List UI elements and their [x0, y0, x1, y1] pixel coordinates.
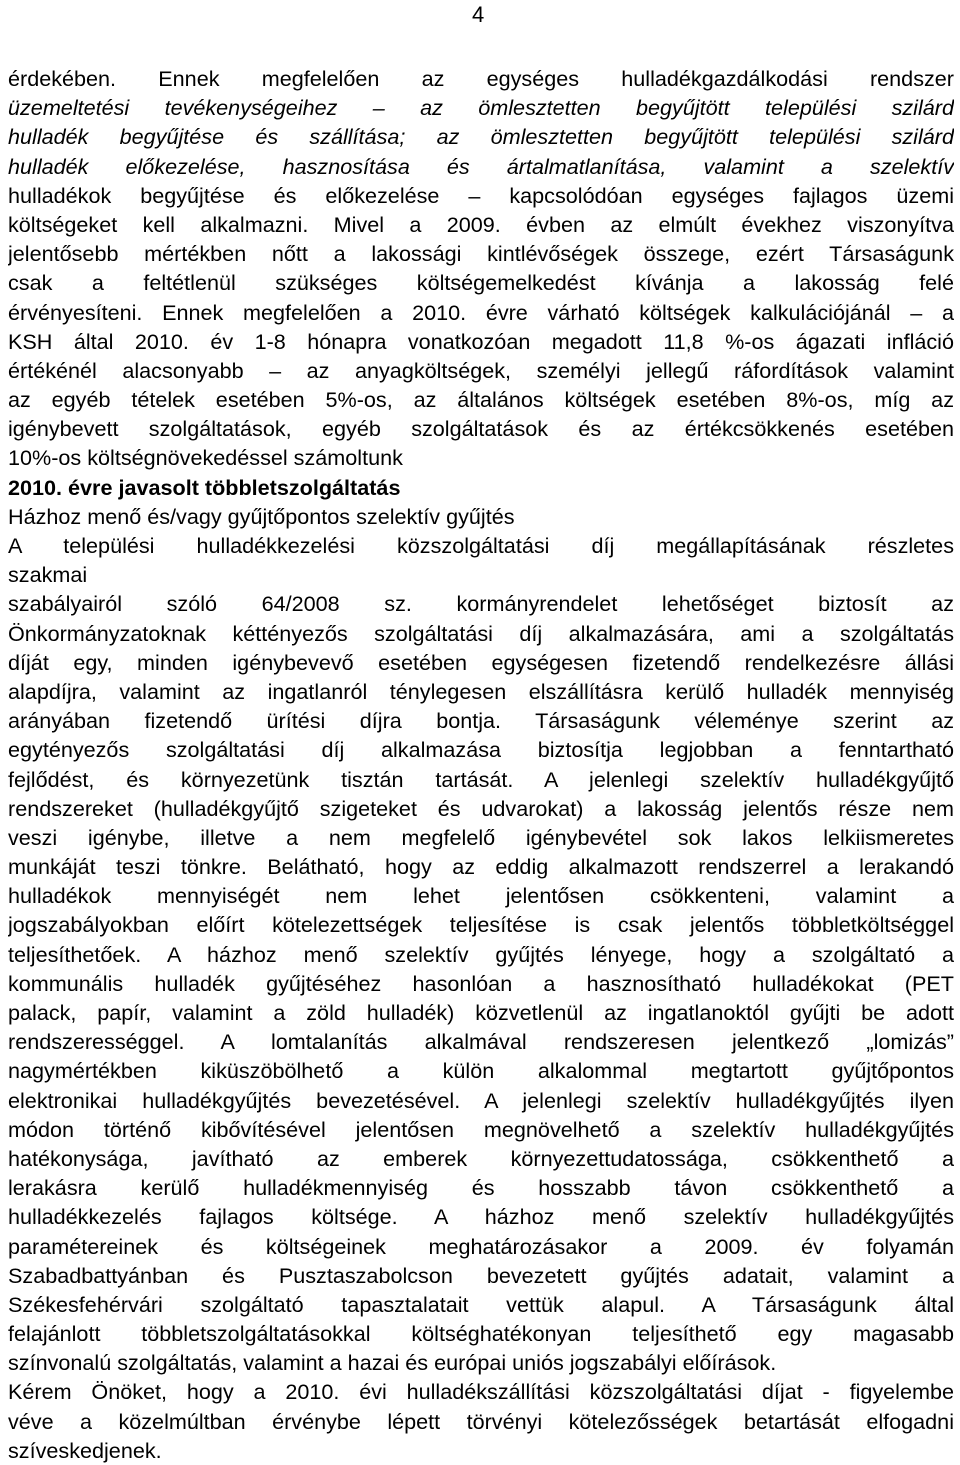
text-line: szakmai	[8, 562, 88, 588]
text-line: hulladékok begyűjtése és előkezelése – kapcsolódóan egységes fajlagos üzemi	[8, 182, 954, 208]
text-line: színvonalú szolgáltatás, valamint a hazai és európai uniós jogszabályi előírások.	[8, 1350, 777, 1376]
text-line: érdekében. Ennek megfelelően az egységes hulladékgazdálkodási rendszer	[8, 66, 954, 91]
text-line: Székesfehérvári szolgáltató tapasztalatait vettük alapul. A Társaságunk által	[8, 1291, 954, 1317]
text-line: díját egy, minden igénybevevő esetében egységesen fizetendő rendelkezésre állási	[8, 649, 954, 675]
text-line: Önkormányzatoknak kéttényezős szolgáltatási díj alkalmazására, ami a szolgáltatás	[8, 620, 954, 646]
text-line: szabályairól szóló 64/2008 sz. kormányrendelet lehetőséget biztosít az	[8, 591, 954, 617]
text-line: Kérem Önöket, hogy a 2010. évi hulladékszállítási közszolgáltatási díjat - figyelembe	[8, 1379, 954, 1405]
text-line: értékénél alacsonyabb – az anyagköltségek, személyi jellegű ráfordítások valamint	[8, 357, 954, 383]
text-line: lerakásra kerülő hulladékmennyiség és hosszabb távon csökkenthető a	[8, 1175, 954, 1201]
text-line: nagymértékben kiküszöbölhető a külön alkalommal megtartott gyűjtőpontos	[8, 1058, 954, 1084]
section-subheading: Házhoz menő és/vagy gyűjtőpontos szelektív gyűjtés	[8, 503, 515, 529]
text-line: Szabadbattyánban és Pusztaszabolcson bevezetett gyűjtés adatait, valamint a	[8, 1262, 954, 1288]
text-line: teljesíthetőek. A házhoz menő szelektív gyűjtés lényege, hogy a szolgáltató a	[8, 941, 954, 967]
text-line: palack, papír, valamint a zöld hulladék) közvetlenül az ingatlanoktól gyűjti be adott	[8, 1000, 954, 1025]
text-line: munkáját teszi tönkre. Belátható, hogy az eddig alkalmazott rendszerrel a lerakandó	[8, 854, 954, 880]
text-line: rendszereket (hulladékgyűjtő szigeteket és udvarokat) a lakosság jelentős része nem	[8, 795, 954, 821]
text-line: hulladék begyűjtése és szállítása; az ömlesztetten begyűjtött települési szilárd	[8, 124, 954, 150]
text-line: A települési hulladékkezelési közszolgáltatási díj megállapításának részletes	[8, 533, 954, 558]
text-line: módon történő kibővítésével jelentősen megnövelhető a szelektív hulladékgyűjtés	[8, 1116, 954, 1142]
text-line: jogszabályokban előírt kötelezettségek teljesítése is csak jelentős többletköltséggel	[8, 912, 954, 938]
page-number: 4	[472, 2, 485, 27]
text-line: szíveskedjenek.	[8, 1437, 162, 1463]
text-line: elektronikai hulladékgyűjtés bevezetésével. A jelenlegi szelektív hulladékgyűjtés ilyen	[8, 1087, 954, 1113]
text-line: 10%-os költségnövekedéssel számoltunk	[8, 445, 403, 471]
text-line: rendszerességgel. A lomtalanítás alkalmával rendszeresen jelentkező „lomizás”	[8, 1029, 954, 1055]
text-line: jelentősebb mértékben nőtt a lakossági kintlévőségek összege, ezért Társaságunk	[8, 241, 954, 267]
text-line: paramétereinek és költségeinek meghatározásakor a 2009. év folyamán	[8, 1233, 954, 1259]
text-line: üzemeltetési tevékenységeihez – az ömlesztetten begyűjtött települési szilárd	[8, 95, 954, 121]
text-line: KSH által 2010. év 1-8 hónapra vonatkozóan megadott 11,8 %-os ágazati infláció	[8, 328, 954, 354]
text-line: hulladék előkezelése, hasznosítása és ártalmatlanítása, valamint a szelektív	[8, 153, 954, 179]
text-line: veszi igénybe, illetve a nem megfelelő igénybevétel sok lakos lelkiismeretes	[8, 824, 954, 850]
text-line: hulladékkezelés fajlagos költsége. A házhoz menő szelektív hulladékgyűjtés	[8, 1204, 954, 1230]
text-line: felajánlott többletszolgáltatásokkal költséghatékonyan teljesíthető egy magasabb	[8, 1321, 954, 1347]
text-line: az egyéb tételek esetében 5%-os, az általános költségek esetében 8%-os, míg az	[8, 387, 954, 413]
text-line: egytényezős szolgáltatási díj alkalmazása biztosítja legjobban a fenntartható	[8, 737, 954, 763]
text-line: hulladékok mennyiségét nem lehet jelentősen csökkenteni, valamint a	[8, 883, 954, 909]
text-line: alapdíjra, valamint az ingatlanról ténylegesen elszállításra kerülő hulladék mennyiség	[8, 678, 954, 704]
text-line: csak a feltétlenül szükséges költségemelkedést kívánja a lakosság felé	[8, 270, 954, 296]
text-line: arányában fizetendő ürítési díjra bontja. Társaságunk véleménye szerint az	[8, 708, 954, 734]
text-line: igénybevett szolgáltatások, egyéb szolgáltatások és az értékcsökkenés esetében	[8, 416, 954, 442]
text-line: érvényesíteni. Ennek megfelelően a 2010. évre várható költségek kalkulációjánál – a	[8, 299, 954, 325]
text-line: véve a közelmúltban érvénybe lépett törvényi kötelezősségek betartását elfogadni	[8, 1408, 954, 1434]
text-line: fejlődést, és környezetünk tisztán tartását. A jelenlegi szelektív hulladékgyűjtő	[8, 766, 954, 792]
text-line: kommunális hulladék gyűjtéséhez hasonlóan a hasznosítható hulladékokat (PET	[8, 970, 954, 996]
text-line: hatékonysága, javítható az emberek környezettudatossága, csökkenthető a	[8, 1145, 954, 1171]
document-body	[8, 64, 954, 1465]
section-heading: 2010. évre javasolt többletszolgáltatás	[8, 474, 401, 500]
text-line: költségeket kell alkalmazni. Mivel a 2009. évben az elmúlt évekhez viszonyítva	[8, 211, 954, 237]
